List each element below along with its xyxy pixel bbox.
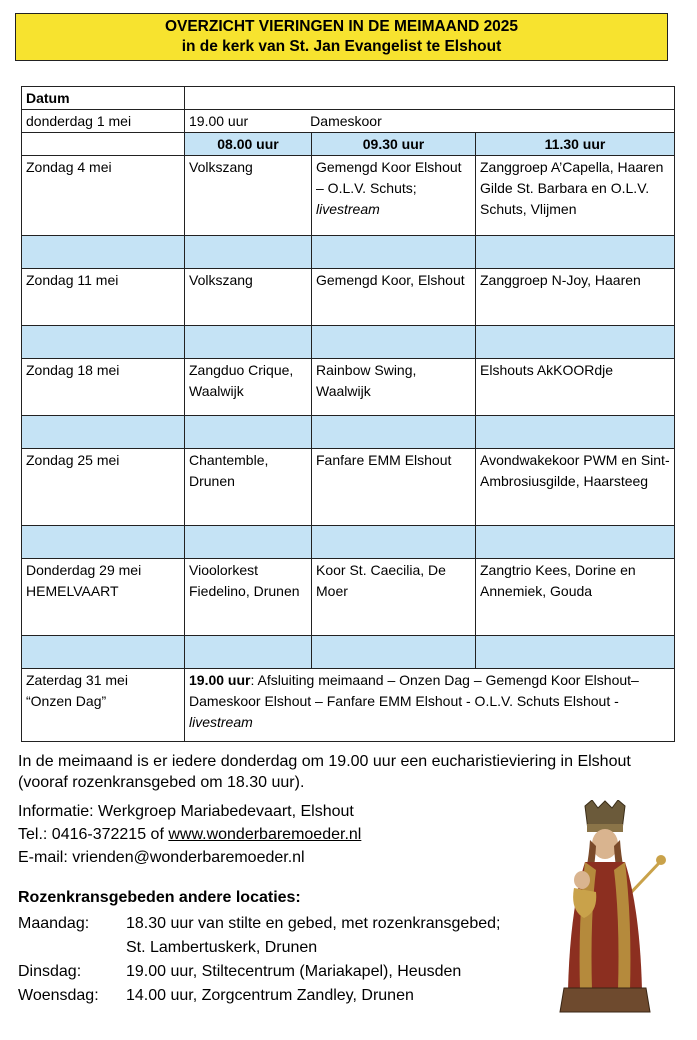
- cell: Elshouts AkKOORdje: [476, 359, 675, 416]
- table-row: [22, 669, 675, 742]
- website-link[interactable]: www.wonderbaremoeder.nl: [168, 826, 362, 843]
- spacer-row: [22, 416, 675, 449]
- time-header: 09.30 uur: [312, 133, 476, 156]
- date-cell: donderdag 1 mei: [22, 110, 185, 133]
- choir-cell: Dameskoor: [310, 113, 382, 129]
- thursday-note: In de meimaand is er iedere donderdag om 19.00 uur een eucharistieviering in Elshout (vooraf rozenkransgebed om 18.30 uur).: [18, 753, 631, 791]
- spacer-row: [22, 236, 675, 269]
- cell: Avondwakekoor PWM en Sint-Ambrosiusgilde, Haarsteeg: [476, 449, 675, 526]
- date-cell: Zaterdag 31 mei “Onzen Dag”: [22, 669, 185, 742]
- table-row: [22, 269, 675, 326]
- cell: Volkszang: [185, 156, 312, 236]
- day-label: Woensdag:: [18, 987, 99, 1004]
- closing-time: 19.00 uur: [189, 672, 251, 688]
- cell: Koor St. Caecilia, De Moer: [312, 559, 476, 636]
- table-row: [22, 359, 675, 416]
- livestream-label: livestream: [316, 201, 380, 217]
- date-cell: Zondag 4 mei: [22, 156, 185, 236]
- table-row: [22, 87, 675, 110]
- time-header: 08.00 uur: [185, 133, 312, 156]
- info-line: Informatie: Werkgroep Mariabedevaart, Elshout: [18, 803, 354, 820]
- title-line-2: in de kerk van St. Jan Evangelist te Elshout: [181, 38, 502, 55]
- cell: Vioolorkest Fiedelino, Drunen: [185, 559, 312, 636]
- location-text: St. Lambertuskerk, Drunen: [126, 939, 318, 956]
- closing-text: : Afsluiting meimaand – Onzen Dag – Gemengd Koor Elshout– Dameskoor Elshout – Fanfare EMM Elshout - O.L.V. Schuts Elshout -: [189, 672, 639, 709]
- day-label: Maandag:: [18, 915, 90, 932]
- locations-list: [18, 912, 500, 1008]
- tel-text: Tel.: 0416-372215 of: [18, 826, 169, 843]
- list-item: [18, 912, 500, 960]
- location-text: 19.00 uur, Stiltecentrum (Mariakapel), Heusden: [126, 963, 462, 980]
- table-row: [22, 449, 675, 526]
- cell: Chantemble, Drunen: [185, 449, 312, 526]
- tel-line: [18, 824, 361, 845]
- time-header: 11.30 uur: [476, 133, 675, 156]
- cell: Zangduo Crique, Waalwijk: [185, 359, 312, 416]
- email-line[interactable]: E-mail: vrienden@wonderbaremoeder.nl: [18, 849, 305, 866]
- day-label: Dinsdag:: [18, 963, 82, 980]
- schedule-table: [21, 86, 675, 742]
- table-row: [22, 110, 675, 133]
- cell-text: Gemengd Koor Elshout – O.L.V. Schuts;: [316, 159, 462, 196]
- date-cell: Donderdag 29 mei HEMELVAART: [22, 559, 185, 636]
- location-text: 18.30 uur van stilte en gebed, met rozenkransgebed;: [126, 915, 501, 932]
- cell: Zanggroep A’Capella, Haaren Gilde St. Barbara en O.L.V. Schuts, Vlijmen: [476, 156, 675, 236]
- date-cell: Zondag 18 mei: [22, 359, 185, 416]
- title-banner: [15, 13, 668, 61]
- madonna-statue-image: [540, 800, 670, 1015]
- cell: Rainbow Swing, Waalwijk: [312, 359, 476, 416]
- list-item: [18, 984, 500, 1008]
- spacer-row: [22, 326, 675, 359]
- times-header-row: [22, 133, 675, 156]
- list-item: [18, 960, 500, 984]
- location-text: 14.00 uur, Zorgcentrum Zandley, Drunen: [126, 987, 414, 1004]
- date-cell: Zondag 25 mei: [22, 449, 185, 526]
- livestream-label: livestream: [189, 714, 253, 730]
- cell: Volkszang: [185, 269, 312, 326]
- title-line-1: OVERZICHT VIERINGEN IN DE MEIMAAND 2025: [164, 18, 519, 35]
- date-cell: Zondag 11 mei: [22, 269, 185, 326]
- cell: Fanfare EMM Elshout: [312, 449, 476, 526]
- cell: Zanggroep N-Joy, Haaren: [476, 269, 675, 326]
- locations-heading: Rozenkransgebeden andere locaties:: [18, 889, 301, 906]
- spacer-row: [22, 636, 675, 669]
- closing-cell: [185, 669, 675, 742]
- cell: Gemengd Koor, Elshout: [312, 269, 476, 326]
- datum-header: Datum: [22, 87, 185, 110]
- spacer-row: [22, 526, 675, 559]
- cell: [312, 156, 476, 236]
- cell: Zangtrio Kees, Dorine en Annemiek, Gouda: [476, 559, 675, 636]
- table-row: [22, 156, 675, 236]
- time-cell: 19.00 uur: [189, 113, 249, 129]
- table-row: [22, 559, 675, 636]
